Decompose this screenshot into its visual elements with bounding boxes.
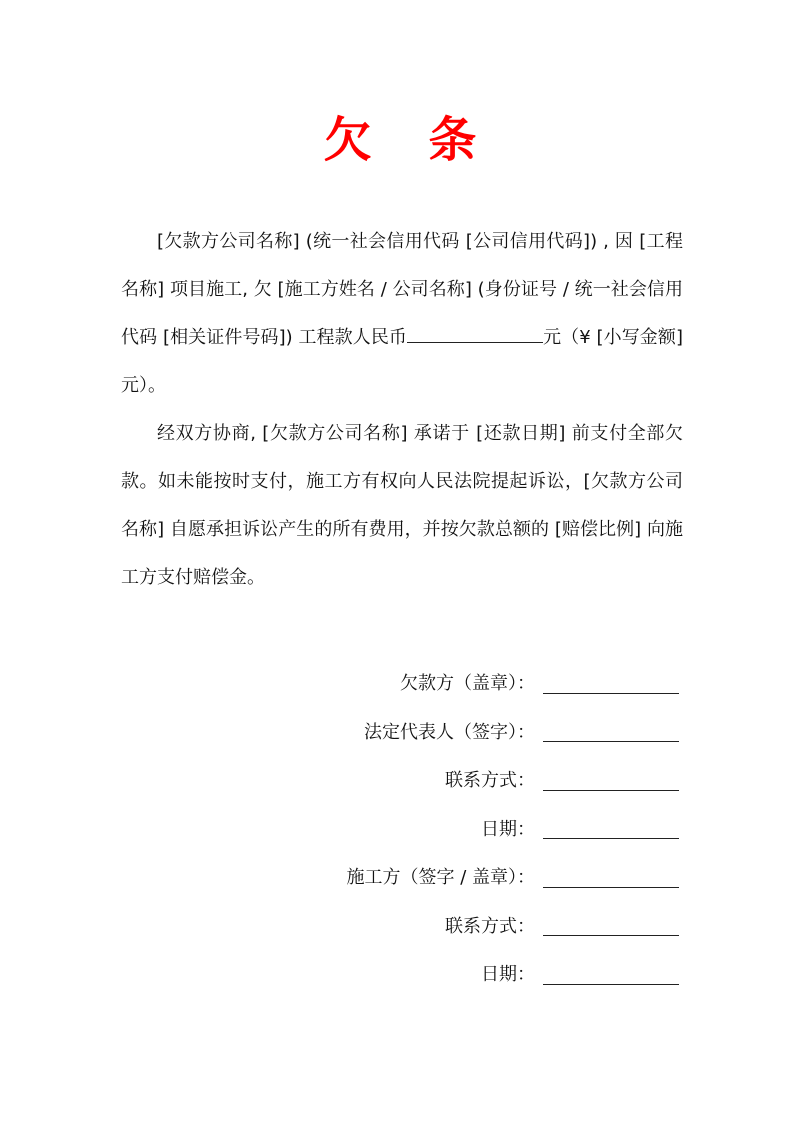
debt-statement-text: [欠款方公司名称] (统一社会信用代码 [公司信用代码]) , 因 [工程名称] 项目施工, 欠 [施工方姓名 / 公司名称] (身份证号 / 统一社会信用代码 [相关证件号码]) 工程款人民币: [121, 231, 683, 348]
amount-blank-line: [407, 322, 543, 343]
signature-row-debtor-date: [199, 804, 679, 853]
signature-row-debtor-seal: [199, 658, 679, 707]
signature-row-debtor-contact: [199, 755, 679, 804]
debt-amount-text: 元（¥ [小写金额] 元）。: [121, 327, 684, 396]
signature-blank-line: [543, 962, 679, 985]
signature-label: 法定代表人（签字）：: [364, 721, 535, 743]
signature-blank-line: [543, 865, 679, 888]
signature-row-contractor: [199, 852, 679, 901]
debt-statement-paragraph: [121, 218, 683, 410]
document-body: [121, 218, 683, 602]
signature-label: 日期：: [481, 964, 535, 986]
document-title: 欠 条: [323, 112, 497, 168]
signature-label: 施工方（签字 / 盖章）：: [346, 867, 535, 889]
signature-row-contractor-contact: [199, 901, 679, 950]
signature-blank-line: [543, 671, 679, 694]
signature-row-legal-rep: [199, 707, 679, 756]
signature-blank-line: [543, 768, 679, 791]
signature-label: 联系方式：: [445, 770, 535, 792]
signature-row-contractor-date: [199, 949, 679, 998]
repayment-terms-paragraph: 经双方协商, [欠款方公司名称] 承诺于 [还款日期] 前支付全部欠款。如未能按时支付，施工方有权向人民法院提起诉讼，[欠款方公司名称] 自愿承担诉讼产生的所有费用，并按欠款总额的 [赔偿比例] 向施工方支付赔偿金。: [121, 423, 683, 588]
signature-blank-line: [543, 719, 679, 742]
signature-label: 日期：: [481, 818, 535, 840]
signature-blank-line: [543, 913, 679, 936]
signature-label: 联系方式：: [445, 915, 535, 937]
signature-blank-line: [543, 816, 679, 839]
signature-block: [199, 658, 679, 998]
signature-label: 欠款方（盖章）：: [400, 673, 535, 695]
